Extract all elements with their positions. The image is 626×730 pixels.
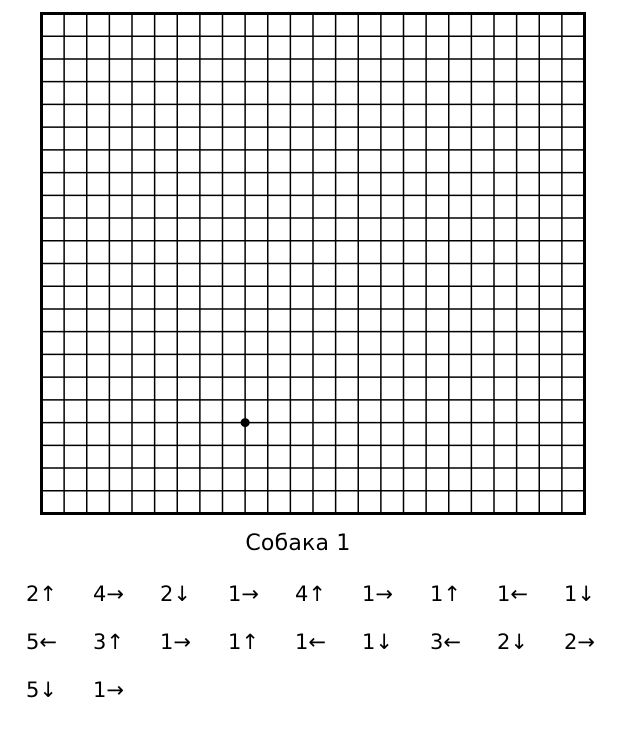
step: 1→ (362, 582, 393, 606)
step: 4→ (93, 582, 124, 606)
step: 1↓ (564, 582, 595, 606)
step: 1↓ (362, 630, 393, 654)
start-point-dot (241, 418, 250, 427)
step: 3← (430, 630, 461, 654)
step: 2→ (564, 630, 595, 654)
grid-canvas (40, 12, 586, 515)
step: 5← (26, 630, 57, 654)
step: 1↑ (430, 582, 461, 606)
step: 4↑ (295, 582, 326, 606)
step: 3↑ (93, 630, 124, 654)
step: 1→ (93, 678, 124, 702)
step: 1← (497, 582, 528, 606)
step: 1→ (160, 630, 191, 654)
step: 2↓ (497, 630, 528, 654)
step: 1↑ (228, 630, 259, 654)
step: 2↑ (26, 582, 57, 606)
step: 2↓ (160, 582, 191, 606)
step: 5↓ (26, 678, 57, 702)
step: 1← (295, 630, 326, 654)
dictation-grid (40, 12, 586, 515)
puzzle-title: Собака 1 (245, 531, 351, 556)
step: 1→ (228, 582, 259, 606)
